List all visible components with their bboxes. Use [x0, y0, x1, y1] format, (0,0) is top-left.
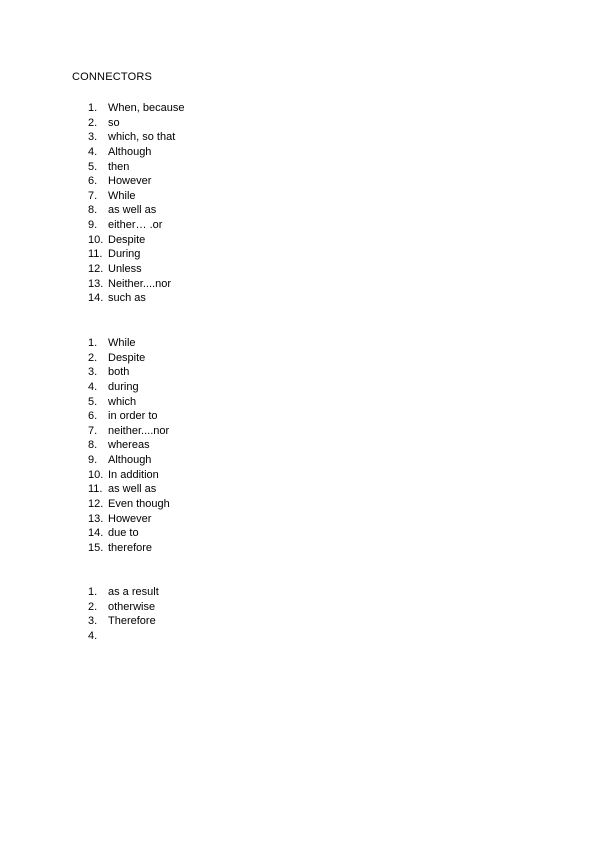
list-item-number: 2.	[88, 351, 98, 364]
list-item-text: either… .or	[108, 219, 163, 232]
list-item-number: 4.	[88, 380, 98, 393]
list-item-number: 1.	[88, 102, 98, 114]
list-item-number: 12.	[88, 263, 104, 276]
list-item-number: 7.	[88, 189, 98, 202]
list-item-number: 3.	[88, 366, 98, 379]
list-item-text: therefore	[108, 541, 153, 554]
list-item-text: whereas	[108, 439, 150, 452]
list-item-text: In addition	[108, 468, 159, 481]
list-item-number: 4.	[88, 145, 98, 158]
list-item-text: Even though	[108, 498, 170, 511]
list-item-number: 7.	[88, 424, 98, 437]
list-item-text: However	[108, 175, 152, 188]
list-item-number: 11.	[88, 483, 103, 496]
list-item-number: 10.	[88, 233, 104, 246]
list-item-number: 9.	[88, 219, 98, 232]
list-item-number: 5.	[88, 395, 98, 408]
list-item-number: 10.	[88, 468, 104, 481]
list-item-text: While	[108, 189, 136, 202]
list-item-text: so	[108, 116, 120, 129]
list-item-number: 8.	[88, 439, 98, 452]
list-item-number: 2.	[88, 116, 98, 129]
list-item-text: otherwise	[108, 600, 156, 613]
list-item-text: Despite	[108, 351, 146, 364]
list-item-text: due to	[108, 527, 139, 540]
list-item-text: neither....nor	[108, 424, 170, 437]
list-item-text: both	[108, 366, 130, 379]
list-item-number: 15.	[88, 541, 104, 554]
list-item-number: 14.	[88, 527, 104, 540]
list-item-number: 3.	[88, 615, 98, 628]
list-item-number: 4.	[88, 629, 98, 642]
list-item-number: 5.	[88, 160, 98, 173]
list-item-number: 6.	[88, 175, 98, 188]
list-item-text: in order to	[108, 410, 158, 423]
list-item-number: 6.	[88, 410, 98, 423]
list-item-number: 3.	[88, 131, 98, 144]
list-item-text: During	[108, 248, 141, 261]
list-item-text: during	[108, 380, 139, 393]
list-item-text: Despite	[108, 233, 146, 246]
list-item-text: which	[108, 395, 137, 408]
list-item-number: 1.	[88, 337, 98, 349]
list-item-number: 12.	[88, 498, 104, 511]
page-title: CONNECTORS	[72, 71, 153, 83]
list-item-text: as well as	[108, 204, 157, 217]
list-item-number: 2.	[88, 600, 98, 613]
list-item-number: 8.	[88, 204, 98, 217]
list-item-text: However	[108, 512, 152, 525]
list-item-text: When, because	[108, 102, 185, 114]
list-item-number: 11.	[88, 248, 103, 261]
list-item-text: as a result	[108, 586, 159, 598]
list-item-number: 13.	[88, 512, 104, 525]
list-item-text: Although	[108, 454, 152, 467]
list-item-text: While	[108, 337, 136, 349]
list-item-text: Unless	[108, 263, 142, 276]
list-item-text: Therefore	[108, 615, 156, 628]
list-item-number: 13.	[88, 277, 104, 290]
list-item-text: as well as	[108, 483, 157, 496]
list-item-text: Although	[108, 145, 152, 158]
list-item-text: Neither....nor	[108, 277, 171, 290]
list-item-text: which, so that	[108, 131, 176, 144]
list-item-number: 14.	[88, 292, 104, 305]
list-item-text: such as	[108, 292, 146, 305]
list-item-number: 1.	[88, 586, 98, 598]
list-item-number: 9.	[88, 454, 98, 467]
list-item-text: then	[108, 160, 130, 173]
